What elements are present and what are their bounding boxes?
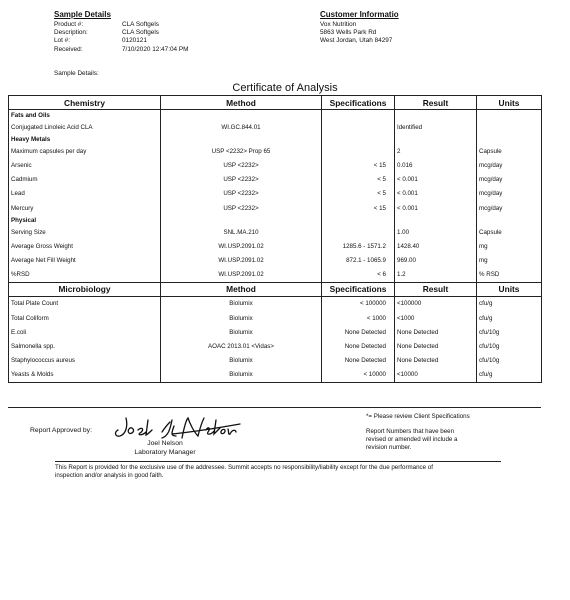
table-cell: None Detected — [322, 325, 395, 339]
table-cell: None Detected — [395, 325, 477, 339]
table-cell — [322, 225, 395, 239]
table-cell: None Detected — [395, 339, 477, 353]
table-cell: 1428.40 — [395, 239, 477, 253]
client-spec-note: *= Please review Client Specifications — [366, 413, 470, 420]
table-cell: Average Gross Weight — [9, 239, 161, 253]
section-label: Heavy Metals — [9, 134, 161, 144]
table-cell: Capsule — [477, 225, 542, 239]
table-cell: USP <2232> — [161, 201, 322, 215]
approver-role: Laboratory Manager — [134, 448, 196, 456]
table-cell: USP <2232> Prop 65 — [161, 144, 322, 158]
table-cell — [161, 110, 322, 121]
chemistry-body — [9, 110, 542, 283]
column-header: Specifications — [322, 282, 395, 296]
table-cell: Staphylococcus aureus — [9, 354, 161, 368]
customer-info-line: Vox Nutrition — [320, 21, 357, 28]
table-row — [9, 325, 542, 339]
table-cell — [161, 134, 322, 144]
table-cell: % RSD — [477, 268, 542, 283]
column-header: Units — [477, 96, 542, 110]
table-cell: None Detected — [322, 354, 395, 368]
revision-note-line: Report Numbers that have been — [366, 428, 455, 435]
table-cell: < 10000 — [322, 368, 395, 383]
table-cell: < 5 — [322, 173, 395, 187]
table-row — [9, 225, 542, 239]
disclaimer-line: inspection and/or analysis in good faith. — [55, 472, 164, 480]
table-cell: < 0.001 — [395, 173, 477, 187]
section-row — [9, 110, 542, 121]
table-cell — [477, 134, 542, 144]
customer-info-heading: Customer Informatio — [320, 10, 399, 19]
table-cell: <1000 — [395, 311, 477, 325]
table-cell: WI.USP.2091.02 — [161, 268, 322, 283]
table-cell — [161, 215, 322, 225]
microbiology-header-row — [9, 282, 542, 296]
table-row — [9, 339, 542, 353]
table-cell: Capsule — [477, 144, 542, 158]
table-cell: Arsenic — [9, 158, 161, 172]
table-cell: cfu/10g — [477, 354, 542, 368]
table-cell: None Detected — [322, 339, 395, 353]
table-cell — [322, 110, 395, 121]
column-header: Units — [477, 282, 542, 296]
sample-detail-key: Lot #: — [54, 37, 70, 45]
section-row — [9, 134, 542, 144]
table-cell: Cadmium — [9, 173, 161, 187]
table-cell — [477, 120, 542, 134]
table-cell: < 1000 — [322, 311, 395, 325]
table-cell: Identified — [395, 120, 477, 134]
column-header: Specifications — [322, 96, 395, 110]
table-row — [9, 201, 542, 215]
sample-details-heading: Sample Details — [54, 10, 111, 19]
customer-info-line: West Jordan, Utah 84297 — [320, 37, 393, 45]
table-cell: E.coli — [9, 325, 161, 339]
sample-details-label: Sample Details: — [54, 70, 99, 77]
table-cell: < 0.001 — [395, 201, 477, 215]
table-cell: AOAC 2013.01 <Vidas> — [161, 339, 322, 353]
table-cell: %RSD — [9, 268, 161, 283]
table-row — [9, 173, 542, 187]
table-cell: mcg/day — [477, 187, 542, 201]
revision-note — [366, 428, 458, 453]
column-header: Method — [161, 96, 322, 110]
table-cell: cfu/10g — [477, 325, 542, 339]
section-divider — [8, 407, 541, 408]
disclaimer-line: This Report is provided for the exclusive use of the addressee. Summit accepts no responsibility/liability except for the due performance of — [55, 464, 433, 471]
table-cell: USP <2232> — [161, 187, 322, 201]
section-label: Fats and Oils — [9, 110, 161, 121]
table-cell — [322, 144, 395, 158]
table-cell: 0.016 — [395, 158, 477, 172]
table-cell: 1.00 — [395, 225, 477, 239]
table-row — [9, 144, 542, 158]
table-row — [9, 268, 542, 283]
table-cell: Mercury — [9, 201, 161, 215]
table-cell: cfu/g — [477, 296, 542, 311]
column-header: Result — [395, 282, 477, 296]
table-cell: mcg/day — [477, 201, 542, 215]
table-cell — [395, 215, 477, 225]
table-cell — [322, 134, 395, 144]
revision-note-line: revision number. — [366, 444, 412, 452]
table-cell: < 15 — [322, 201, 395, 215]
table-cell: 872.1 - 1065.9 — [322, 254, 395, 268]
table-cell: 2 — [395, 144, 477, 158]
table-cell: mg — [477, 239, 542, 253]
column-header: Chemistry — [9, 96, 161, 110]
table-row — [9, 296, 542, 311]
table-cell: <10000 — [395, 368, 477, 383]
sample-detail-value: 0120121 — [122, 37, 147, 45]
table-cell — [477, 215, 542, 225]
table-cell: Biolumix — [161, 354, 322, 368]
column-header: Microbiology — [9, 282, 161, 296]
microbiology-body — [9, 296, 542, 382]
sample-detail-row — [54, 46, 188, 54]
column-header: Result — [395, 96, 477, 110]
table-row — [9, 158, 542, 172]
table-cell: mcg/day — [477, 173, 542, 187]
table-cell — [395, 110, 477, 121]
table-cell: None Detected — [395, 354, 477, 368]
table-cell: < 6 — [322, 268, 395, 283]
disclaimer — [55, 464, 525, 480]
table-row — [9, 239, 542, 253]
table-cell: cfu/10g — [477, 339, 542, 353]
table-row — [9, 187, 542, 201]
table-cell: < 5 — [322, 187, 395, 201]
table-cell: < 100000 — [322, 296, 395, 311]
table-cell: Yeasts & Molds — [9, 368, 161, 383]
sample-detail-key: Product #: — [54, 21, 84, 28]
sample-detail-value: CLA Softgels — [122, 21, 159, 28]
table-cell: Biolumix — [161, 311, 322, 325]
table-row — [9, 254, 542, 268]
table-cell: Serving Size — [9, 225, 161, 239]
table-cell: Biolumix — [161, 368, 322, 383]
table-cell: Salmonella spp. — [9, 339, 161, 353]
table-cell: USP <2232> — [161, 173, 322, 187]
page-title: Certificate of Analysis — [232, 82, 338, 94]
table-cell — [477, 110, 542, 121]
chemistry-header-row — [9, 96, 542, 110]
table-cell: Lead — [9, 187, 161, 201]
table-cell: mcg/day — [477, 158, 542, 172]
table-cell: 969.00 — [395, 254, 477, 268]
table-row — [9, 120, 542, 134]
sample-detail-value: CLA Softgels — [122, 29, 159, 37]
table-cell: < 15 — [322, 158, 395, 172]
table-row — [9, 354, 542, 368]
table-cell: Biolumix — [161, 296, 322, 311]
section-label: Physical — [9, 215, 161, 225]
table-cell: Total Plate Count — [9, 296, 161, 311]
table-cell — [395, 134, 477, 144]
table-cell: Total Coliform — [9, 311, 161, 325]
table-cell: <100000 — [395, 296, 477, 311]
table-cell: Maximum capsules per day — [9, 144, 161, 158]
table-cell: 1.2 — [395, 268, 477, 283]
customer-info-lines — [320, 21, 392, 46]
sample-detail-value: 7/10/2020 12:47:04 PM — [122, 45, 189, 53]
customer-info-line: 5863 Wells Park Rd — [320, 29, 377, 37]
section-row — [9, 215, 542, 225]
table-row — [9, 311, 542, 325]
table-cell — [322, 215, 395, 225]
approval-label: Report Approved by: — [30, 427, 92, 434]
sample-detail-row — [54, 37, 188, 45]
table-cell: WI.USP.2091.02 — [161, 254, 322, 268]
sample-detail-key: Received: — [54, 45, 83, 53]
table-cell: SNL.MA.210 — [161, 225, 322, 239]
table-cell: Average Net Fill Weight — [9, 254, 161, 268]
table-cell: < 0.001 — [395, 187, 477, 201]
table-cell: Biolumix — [161, 325, 322, 339]
sample-detail-row — [54, 21, 188, 29]
table-cell: WI.USP.2091.02 — [161, 239, 322, 253]
table-cell: 1285.6 - 1571.2 — [322, 239, 395, 253]
table-cell: WI.GC.844.01 — [161, 120, 322, 134]
table-cell: Conjugated Linoleic Acid CLA — [9, 120, 161, 134]
table-cell: cfu/g — [477, 368, 542, 383]
table-cell: cfu/g — [477, 311, 542, 325]
coa-table — [8, 95, 542, 383]
column-header: Method — [161, 282, 322, 296]
table-cell — [322, 120, 395, 134]
sample-details-list — [54, 21, 188, 54]
footer-divider — [55, 461, 501, 462]
table-cell: USP <2232> — [161, 158, 322, 172]
approver-block — [120, 440, 210, 457]
sample-detail-key: Description: — [54, 29, 88, 37]
table-row — [9, 368, 542, 383]
table-cell: mg — [477, 254, 542, 268]
approver-name: Joel Nelson — [147, 440, 183, 447]
sample-detail-row — [54, 29, 188, 37]
revision-note-line: revised or amended will include a — [366, 436, 458, 444]
